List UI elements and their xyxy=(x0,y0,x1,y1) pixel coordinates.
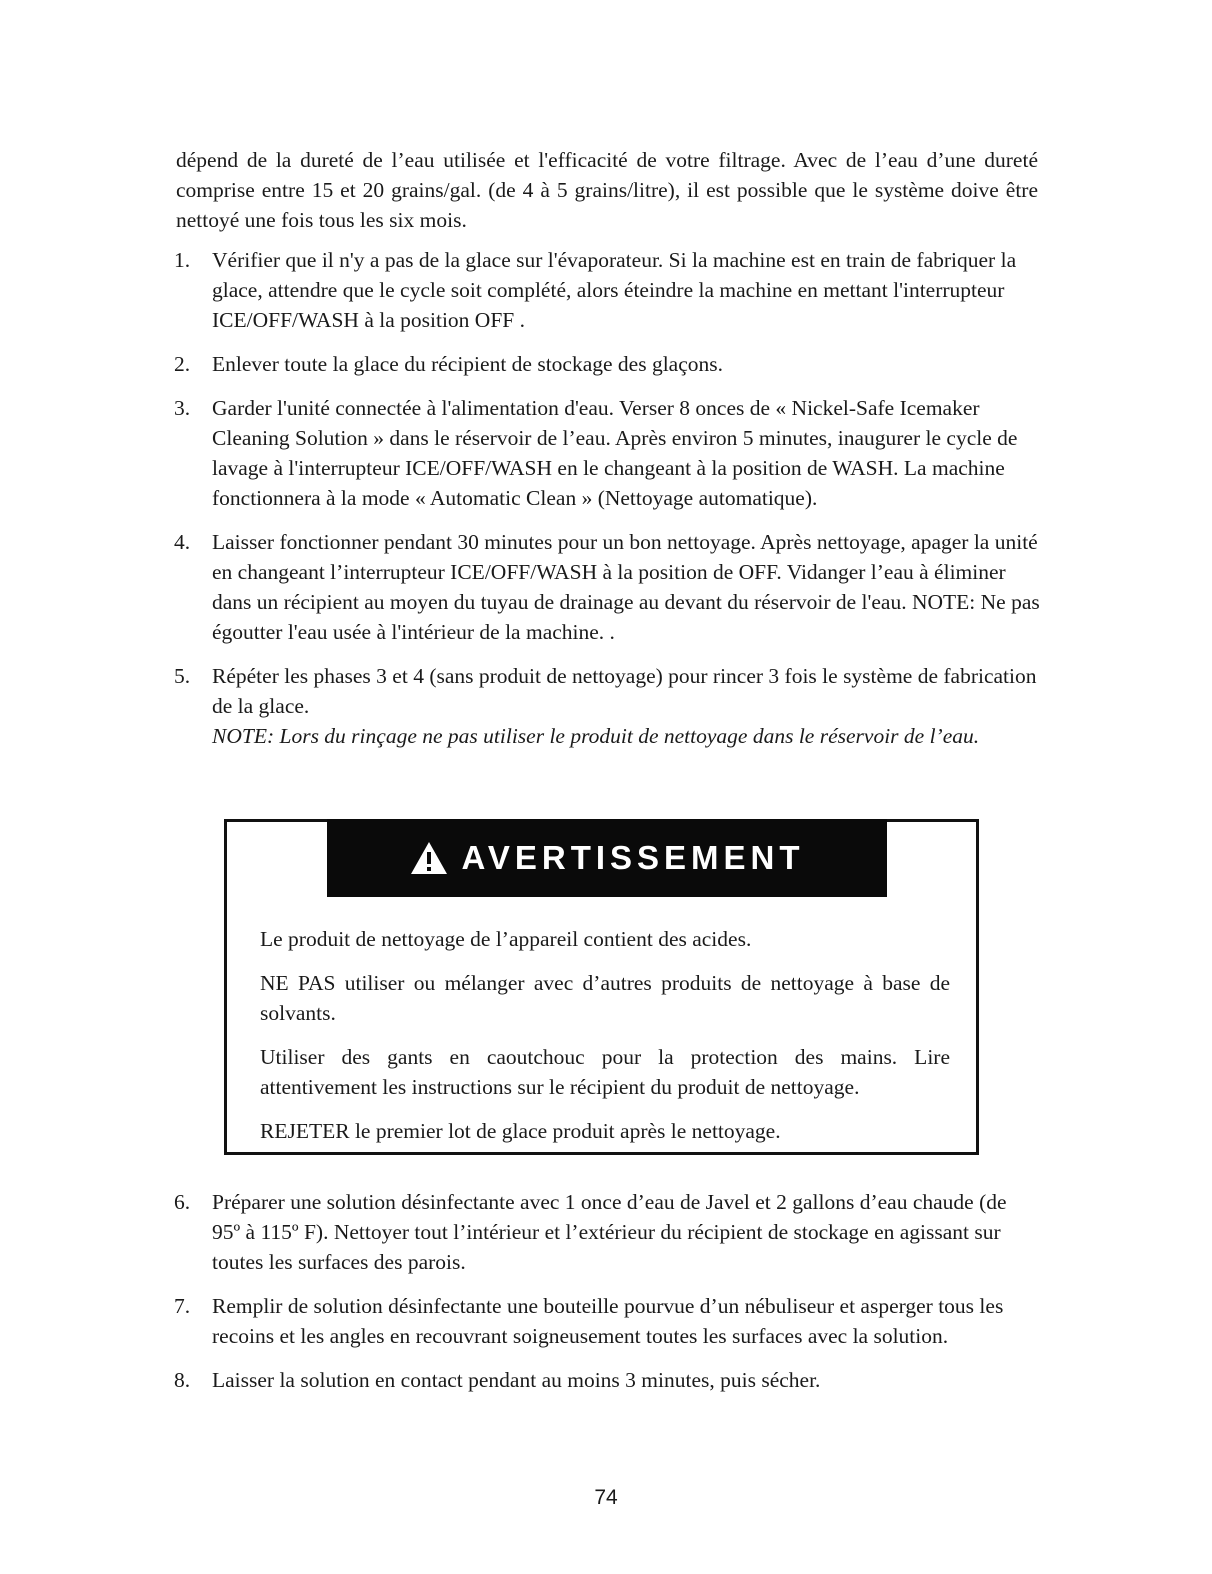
step-item xyxy=(170,1291,1040,1351)
step-item xyxy=(170,349,1040,379)
steps-list-first xyxy=(170,245,1040,765)
warning-box xyxy=(224,819,979,1155)
step-item xyxy=(170,1187,1040,1277)
step-number: 5. xyxy=(174,664,191,688)
step-text: Laisser fonctionner pendant 30 minutes pour un bon nettoyage. Après nettoyage, apager la unité en changeant l’interrupteur ICE/OFF/WASH à la position de OFF. Vidanger l’eau à éliminer dans un récipient au moyen du tuyau de drainage au devant du réservoir de l'eau. NOTE: Ne pas égoutter l'eau usée à l'intérieur de la machine. . xyxy=(212,530,1040,644)
warning-paragraph: Le produit de nettoyage de l’appareil contient des acides. xyxy=(260,927,752,951)
steps-list-second xyxy=(170,1187,1040,1409)
step-number: 8. xyxy=(174,1368,191,1392)
step-item xyxy=(170,1365,1040,1395)
step-number: 1. xyxy=(174,248,191,272)
step-number: 7. xyxy=(174,1294,191,1318)
page-number: 74 xyxy=(594,1486,618,1509)
step-text: Remplir de solution désinfectante une bouteille pourvue d’un nébuliseur et asperger tous les recoins et les angles en recouvrant soigneusement toutes les surfaces avec la solution. xyxy=(212,1294,1004,1348)
warning-banner xyxy=(327,819,887,897)
step-text: Laisser la solution en contact pendant au moins 3 minutes, puis sécher. xyxy=(212,1368,821,1392)
step-number: 2. xyxy=(174,352,191,376)
step-text: Vérifier que il n'y a pas de la glace sur l'évaporateur. Si la machine est en train de fabriquer la glace, attendre que le cycle soit complété, alors éteindre la machine en mettant l'interrupteur ICE/OFF/WASH à la position OFF . xyxy=(212,248,1017,332)
intro-paragraph: dépend de la dureté de l’eau utilisée et l'efficacité de votre filtrage. Avec de l’eau d’une dureté comprise entre 15 et 20 grains/gal. (de 4 à 5 grains/litre), il est possible que le système doive être nettoyé une fois tous les six mois. xyxy=(176,148,1038,232)
step-number: 3. xyxy=(174,396,191,420)
step-number: 4. xyxy=(174,530,191,554)
rinse-note: NOTE: Lors du rinçage ne pas utiliser le produit de nettoyage dans le réservoir de l’eau. xyxy=(212,724,980,748)
warning-title: AVERTISSEMENT xyxy=(461,839,805,876)
step-number: 6. xyxy=(174,1190,191,1214)
step-item xyxy=(170,245,1040,335)
warning-paragraph: NE PAS utiliser ou mélanger avec d’autres produits de nettoyage à base de solvants. xyxy=(260,971,950,1025)
step-text: Enlever toute la glace du récipient de stockage des glaçons. xyxy=(212,352,724,376)
step-item xyxy=(170,661,1040,751)
step-item xyxy=(170,527,1040,647)
step-text: Préparer une solution désinfectante avec 1 once d’eau de Javel et 2 gallons d’eau chaude (de 95º à 115º F). Nettoyer tout l’intérieur et l’extérieur du récipient de stockage en agissant sur toutes les surfaces des parois. xyxy=(212,1190,1007,1274)
step-item xyxy=(170,393,1040,513)
warning-paragraph: REJETER le premier lot de glace produit après le nettoyage. xyxy=(260,1119,781,1143)
step-text: Garder l'unité connectée à l'alimentation d'eau. Verser 8 onces de « Nickel-Safe Icemaker Cleaning Solution » dans le réservoir de l’eau. Après environ 5 minutes, inaugurer le cycle de lavage à l'interrupteur ICE/OFF/WASH en le changeant à la position de WASH. La machine fonctionnera à la mode « Automatic Clean » (Nettoyage automatique). xyxy=(212,396,1018,510)
step-text: Répéter les phases 3 et 4 (sans produit de nettoyage) pour rincer 3 fois le système de fabrication de la glace. xyxy=(212,664,1037,718)
warning-paragraph: Utiliser des gants en caoutchouc pour la protection des mains. Lire attentivement les instructions sur le récipient du produit de nettoyage. xyxy=(260,1045,950,1099)
warning-body xyxy=(260,924,950,1160)
warning-triangle-icon xyxy=(409,840,449,876)
